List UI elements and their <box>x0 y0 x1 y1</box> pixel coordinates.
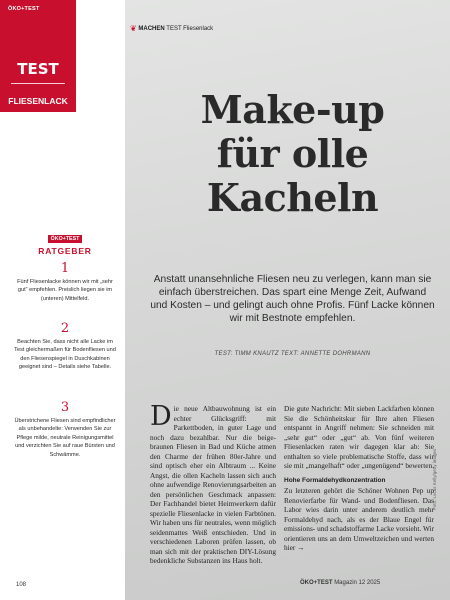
test-label-box <box>0 0 76 112</box>
ratgeber-number: 1 <box>60 261 70 276</box>
article-credits: TEST: TIMM KNAUTZ TEXT: ANNETTE DOHRMANN <box>214 351 371 357</box>
body-paragraph: Die gute Nachricht: Mit sieben Lackfarben können Sie die Schönheitskur für Ihre alten Fliesen entspannt in Angriff nehmen: Sie schneiden mit „sehr gut“ oder „gut“ ab. Von fünf weiteren Fliesenlacken raten wir dagegen klar ab: Sie enthalten so viele problematische Stoffe, dass wir sie mit „mangelhaft“ oder „ungenügend“ bewerten. <box>284 404 434 470</box>
body-paragraph: Zu letzteren gehört die Schöner Wohnen Pep up Renovierfarbe für Wand- und Bodenfliesen. Das Labor wies darin unter anderem deutlich mehr Formaldehyd nach, als es der Blaue Engel für emissions- und schadstoffarme Lacke vorsieht. Wir orientieren uns an dem Umweltzeichen und werten hier → <box>284 486 434 552</box>
title-line: Make-up <box>200 87 385 132</box>
section-name: MACHEN <box>138 26 165 32</box>
body-text: ie neue Altbauwohnung ist ein echter Glücksgriff: mit Parkettboden, in guter Lage und noch dazu bezahlbar. Nur die beige-braunen Fliesen in Bad und Küche atmen den Charme der frühen 80er-Jahre und sind optisch eher ein Albtraum ... Keine Angst, die ollen Kacheln lassen sich auch ohne aufwendige Renovierungsarbeiten an den persönlichen Geschmack anpassen: Der Fachhandel bietet Heimwerkern dafür spezielle Fliesenlacke in vielen Farbtönen. Wir haben uns für neutrales, wenn möglich seidenmattes Weiß entschieden. Und in verschiedenen Laboren prüfen lassen, ob man sich mit der praktischen DIY-Lösung bedenkliche Substanzen ins Haus holt. <box>150 404 276 565</box>
ratgeber-text: Fünf Fliesenlacke können wir mit „sehr gut“ empfehlen. Preislich liegen sie im (unteren) Mittelfeld. <box>17 279 113 302</box>
brand-logo: ÖKO+TEST <box>8 6 40 12</box>
title-line: Kacheln <box>206 175 379 220</box>
section-topic: TEST Fliesenlack <box>166 26 214 32</box>
page-number: 108 <box>16 582 27 588</box>
article-title <box>150 88 435 220</box>
ratgeber-number: 3 <box>60 400 70 415</box>
section-header <box>130 24 213 33</box>
label-divider <box>11 83 65 84</box>
photo-credit: Foto: Lucas Kelly/getty images <box>432 448 437 510</box>
ratgeber-title: RATGEBER <box>38 246 92 256</box>
test-label: TEST <box>17 60 59 78</box>
leaf-icon: ❦ <box>130 24 137 33</box>
ratgeber-number: 2 <box>60 321 70 336</box>
article-lead: Anstatt unansehnliche Fliesen neu zu verlegen, kann man sie einfach überstreichen. Das spart eine Menge Zeit, Aufwand und Kosten – und gelingt auch ohne Profis. Fünf Lacke können wir mit Bestnote empfehlen. <box>150 274 435 324</box>
footer-brand: ÖKO+TEST <box>300 580 333 586</box>
subheading: Hohe Formaldehydkonzentration <box>284 476 386 484</box>
title-line: für olle <box>216 131 369 176</box>
ratgeber-text: Überstrichene Fliesen sind empfindlicher als unbehandelte: Verwenden Sie zur Pflege milde, neutrale Reinigungsmittel und verzichten Sie auf raue Bürsten und Schwämme. <box>14 418 116 458</box>
footer-magazine <box>300 580 380 586</box>
drop-cap: D <box>150 401 172 432</box>
category-label: FLIESENLACK <box>8 96 68 106</box>
ratgeber-text: Beachten Sie, dass nicht alle Lacke im Test gleichermaßen für Bodenfliesen und den Fliesenspiegel in Duschkabinen geeignet sind – Details siehe Tabelle. <box>14 339 116 371</box>
body-column-2 <box>284 404 434 558</box>
ratgeber-badge: ÖKO+TEST <box>48 235 82 243</box>
footer-issue: Magazin 12 2025 <box>334 580 381 586</box>
body-column-1 <box>150 401 276 566</box>
